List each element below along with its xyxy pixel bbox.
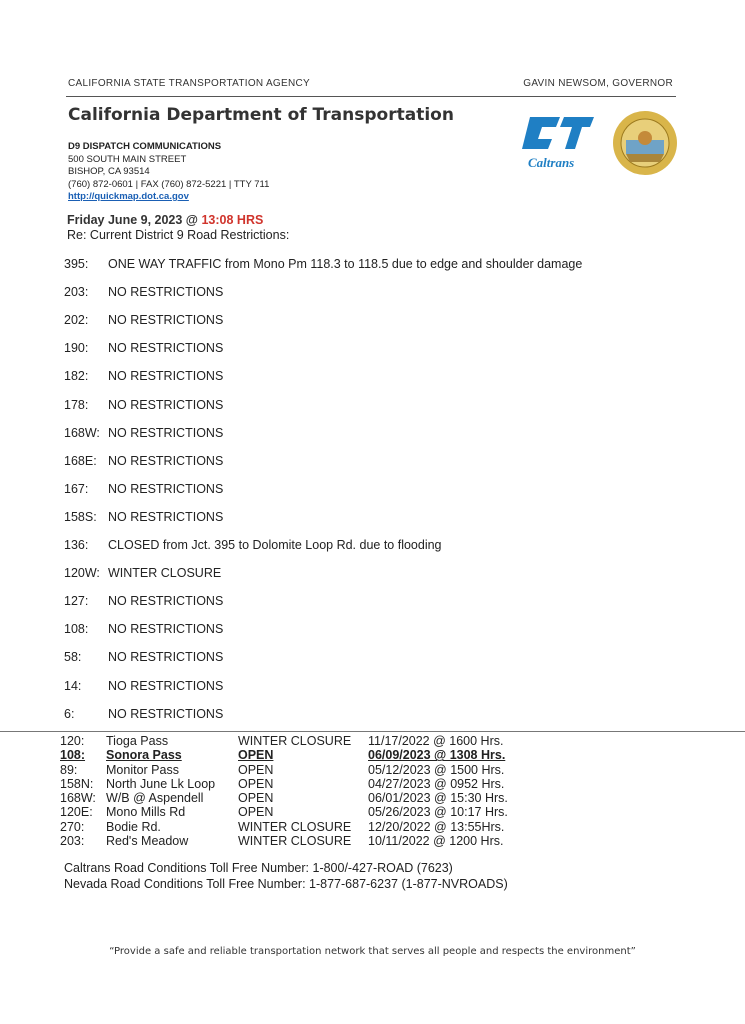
route-number: 178: <box>64 397 89 412</box>
governor-name: GAVIN NEWSOM, GOVERNOR <box>523 78 673 89</box>
pass-date: 06/01/2023 @ 15:30 Hrs. <box>368 791 508 806</box>
route-number: 6: <box>64 706 75 721</box>
caltrans-logo-icon <box>520 113 598 175</box>
pass-route: 168W: <box>60 791 96 806</box>
route-number: 203: <box>64 285 89 300</box>
route-number: 158S: <box>64 509 97 524</box>
pass-date: 06/09/2023 @ 1308 Hrs. <box>368 748 506 763</box>
route-status: NO RESTRICTIONS <box>108 481 224 496</box>
route-number: 167: <box>64 481 89 496</box>
pass-route: 203: <box>60 834 85 849</box>
route-number: 108: <box>64 622 89 637</box>
route-number: 136: <box>64 538 89 552</box>
caltrans-toll-number: Caltrans Road Conditions Toll Free Number: 1-800/-427-ROAD (7623) <box>64 861 453 875</box>
pass-row <box>60 805 518 819</box>
route-number: 395: <box>64 257 89 271</box>
route-number: 58: <box>64 650 82 665</box>
route-row <box>64 622 223 636</box>
pass-name: Sonora Pass <box>106 748 182 763</box>
office-phones: (760) 872-0601 | FAX (760) 872-5221 | TTY 711 <box>68 178 270 190</box>
caltrans-motto: “Provide a safe and reliable transportation network that serves all people and respects the environment” <box>109 946 636 957</box>
route-number: 182: <box>64 369 89 384</box>
route-status: NO RESTRICTIONS <box>108 509 224 524</box>
office-street: 500 SOUTH MAIN STREET <box>68 153 187 165</box>
pass-date: 04/27/2023 @ 0952 Hrs. <box>368 776 505 791</box>
pass-row <box>60 734 518 748</box>
pass-date: 10/11/2022 @ 1200 Hrs. <box>368 834 504 849</box>
route-number: 168E: <box>64 453 97 468</box>
route-status: NO RESTRICTIONS <box>108 341 224 356</box>
pass-row <box>60 748 518 762</box>
route-number: 127: <box>64 594 89 609</box>
route-status: CLOSED from Jct. 395 to Dolomite Loop Rd. due to flooding <box>108 538 442 552</box>
route-number: 190: <box>64 341 89 356</box>
route-row <box>64 566 221 580</box>
pass-row <box>60 820 518 834</box>
pass-status: OPEN <box>238 748 274 763</box>
route-row <box>64 454 223 468</box>
route-row <box>64 679 223 693</box>
route-number: 168W: <box>64 425 100 440</box>
pass-name: Bodie Rd. <box>106 819 161 834</box>
route-status: NO RESTRICTIONS <box>108 622 224 637</box>
route-row <box>64 426 223 440</box>
pass-date: 05/12/2023 @ 1500 Hrs. <box>368 762 505 777</box>
route-row <box>64 707 223 721</box>
pass-name: Monitor Pass <box>106 762 179 777</box>
report-subject: Re: Current District 9 Road Restrictions: <box>67 228 290 242</box>
pass-route: 158N: <box>60 776 94 791</box>
route-row <box>64 398 223 412</box>
pass-status: OPEN <box>238 776 274 791</box>
office-city: BISHOP, CA 93514 <box>68 166 150 177</box>
pass-row <box>60 777 518 791</box>
state-seal-icon <box>612 110 678 176</box>
nevada-toll-number: Nevada Road Conditions Toll Free Number: 1-877-687-6237 (1-877-NVROADS) <box>64 877 508 891</box>
report-time: 13:08 HRS <box>201 213 264 227</box>
pass-date: 12/20/2022 @ 13:55Hrs. <box>368 819 505 834</box>
route-row <box>64 341 223 355</box>
route-status: NO RESTRICTIONS <box>108 369 224 384</box>
pass-date: 11/17/2022 @ 1600 Hrs. <box>368 734 504 748</box>
route-row <box>64 285 223 299</box>
pass-route: 108: <box>60 748 86 763</box>
pass-status: OPEN <box>238 791 274 806</box>
route-row <box>64 538 442 552</box>
pass-name: North June Lk Loop <box>106 776 216 791</box>
route-status: NO RESTRICTIONS <box>108 397 224 412</box>
pass-status: OPEN <box>238 762 274 777</box>
route-row <box>64 313 223 327</box>
pass-name: W/B @ Aspendell <box>106 791 204 806</box>
pass-row <box>60 763 518 777</box>
route-status: ONE WAY TRAFFIC from Mono Pm 118.3 to 118.5 due to edge and shoulder damage <box>108 257 583 271</box>
section-divider <box>0 731 745 732</box>
route-status: NO RESTRICTIONS <box>108 706 224 721</box>
route-number: 14: <box>64 678 82 693</box>
route-status: NO RESTRICTIONS <box>108 678 224 693</box>
route-number: 202: <box>64 313 89 328</box>
pass-route: 120E: <box>60 805 93 820</box>
header-divider <box>66 96 676 97</box>
pass-status: WINTER CLOSURE <box>238 834 352 849</box>
office-address <box>68 141 269 204</box>
route-row <box>64 650 223 664</box>
pass-status: WINTER CLOSURE <box>238 734 352 748</box>
pass-route: 270: <box>60 819 85 834</box>
department-title: California Department of Transportation <box>68 105 454 125</box>
caltrans-wordmark: Caltrans <box>528 155 575 170</box>
route-row <box>64 510 223 524</box>
pass-row <box>60 834 518 848</box>
route-status: NO RESTRICTIONS <box>108 453 224 468</box>
route-number: 120W: <box>64 566 100 581</box>
route-status: NO RESTRICTIONS <box>108 285 224 300</box>
office-name: D9 DISPATCH COMMUNICATIONS <box>68 141 222 152</box>
pass-name: Mono Mills Rd <box>106 805 186 820</box>
route-status: NO RESTRICTIONS <box>108 650 224 665</box>
pass-route: 89: <box>60 762 78 777</box>
route-status: NO RESTRICTIONS <box>108 425 224 440</box>
pass-status: WINTER CLOSURE <box>238 819 352 834</box>
route-row <box>64 369 223 383</box>
quickmap-link[interactable]: http://quickmap.dot.ca.gov <box>68 191 189 202</box>
mountain-pass-table <box>60 734 518 848</box>
agency-name: CALIFORNIA STATE TRANSPORTATION AGENCY <box>68 78 310 89</box>
route-row <box>64 257 582 271</box>
pass-route: 120: <box>60 734 85 748</box>
pass-date: 05/26/2023 @ 10:17 Hrs. <box>368 805 508 820</box>
route-row <box>64 482 223 496</box>
pass-name: Red's Meadow <box>106 834 189 849</box>
route-status: NO RESTRICTIONS <box>108 313 224 328</box>
pass-status: OPEN <box>238 805 274 820</box>
route-status: NO RESTRICTIONS <box>108 594 224 609</box>
pass-row <box>60 791 518 805</box>
pass-name: Tioga Pass <box>106 734 169 748</box>
route-row <box>64 594 223 608</box>
report-date: Friday June 9, 2023 @ 13:08 HRS <box>67 213 264 227</box>
route-status: WINTER CLOSURE <box>108 566 222 581</box>
